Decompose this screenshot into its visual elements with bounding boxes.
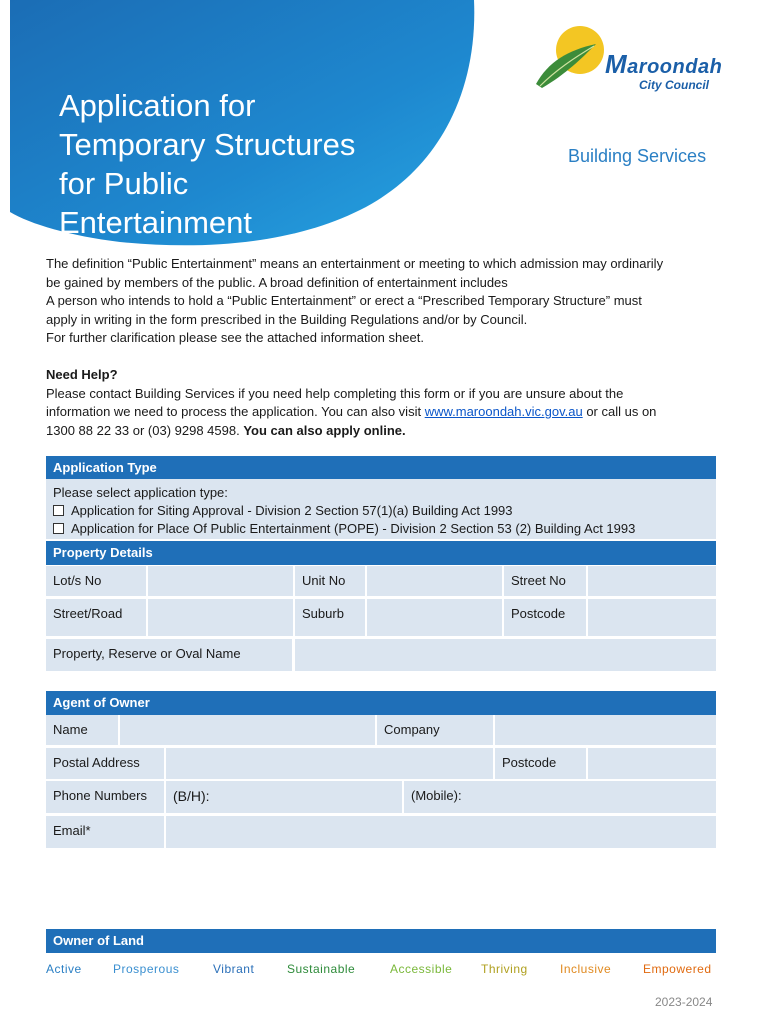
logo-subtitle: City Council	[639, 78, 710, 92]
street-label: Street/Road	[46, 599, 146, 636]
page-title: Application for Temporary Structures for Public Entertainment	[59, 88, 356, 240]
leaf-logo-icon	[528, 22, 608, 102]
agent-name-input[interactable]	[120, 715, 375, 745]
agent-of-owner-header: Agent of Owner	[46, 691, 716, 715]
street-input[interactable]	[148, 599, 293, 636]
help-heading: Need Help?	[46, 367, 118, 382]
council-logo	[528, 22, 738, 102]
email-label: Email*	[46, 816, 164, 848]
reserve-input[interactable]	[295, 639, 716, 671]
option-pope[interactable]: Application for Place Of Public Entertainment (POPE) - Division 2 Section 53 (2) Building Act 1993	[53, 520, 709, 538]
email-input[interactable]	[166, 816, 716, 848]
year-label: 2023-2024	[655, 995, 713, 1009]
department-label: Building Services	[568, 146, 707, 166]
property-postcode-label: Postcode	[504, 599, 586, 636]
suburb-label: Suburb	[295, 599, 365, 636]
unit-label: Unit No	[295, 566, 365, 596]
street-no-input[interactable]	[588, 566, 716, 596]
phone-mobile-input[interactable]: (Mobile):	[404, 781, 716, 813]
suburb-input[interactable]	[367, 599, 502, 636]
lot-label: Lot/s No	[46, 566, 146, 596]
value-accessible: Accessible	[390, 962, 453, 976]
owner-of-land-header: Owner of Land	[46, 929, 716, 953]
agent-postcode-input[interactable]	[588, 748, 716, 779]
option-siting-approval[interactable]: Application for Siting Approval - Division 2 Section 57(1)(a) Building Act 1993	[53, 502, 709, 520]
phone-label: Phone Numbers	[46, 781, 164, 813]
agent-postcode-label: Postcode	[495, 748, 586, 779]
checkbox-pope[interactable]	[53, 523, 64, 534]
value-empowered: Empowered	[643, 962, 712, 976]
company-label: Company	[377, 715, 493, 745]
unit-input[interactable]	[367, 566, 502, 596]
value-prosperous: Prosperous	[113, 962, 180, 976]
application-type-options: Please select application type: Application for Siting Approval - Division 2 Section 57(1)(a) Building Act 1993 Application for Place Of Public Entertainment (POPE) - Division 2 Section 53 (2) Building Act 1993	[46, 479, 716, 539]
value-thriving: Thriving	[481, 962, 528, 976]
phone-bh-input[interactable]: (B/H):	[166, 781, 402, 813]
agent-name-label: Name	[46, 715, 118, 745]
checkbox-siting-approval[interactable]	[53, 505, 64, 516]
application-type-header: Application Type	[46, 456, 716, 480]
property-details-header: Property Details	[46, 541, 716, 565]
value-active: Active	[46, 962, 82, 976]
help-section: Need Help? Please contact Building Services if you need help completing this form or if you are unsure about the information we need to process the application. You can also visit www.maroondah.vic.gov.au or call us on 1300 88 22 33 or (03) 9298 4598. You can also apply online.	[46, 366, 736, 440]
lot-input[interactable]	[148, 566, 293, 596]
street-no-label: Street No	[504, 566, 586, 596]
postal-address-label: Postal Address	[46, 748, 164, 779]
property-postcode-input[interactable]	[588, 599, 716, 636]
reserve-label: Property, Reserve or Oval Name	[46, 639, 292, 671]
value-sustainable: Sustainable	[287, 962, 356, 976]
postal-address-input[interactable]	[166, 748, 493, 779]
value-inclusive: Inclusive	[560, 962, 612, 976]
intro-text: The definition “Public Entertainment” means an entertainment or meeting to which admission may ordinarily be gained by members of the public. A broad definition of entertainment includes A person who intends to hold a “Public Entertainment” or erect a “Prescribed Temporary Structure” must apply in writing in the form prescribed in the Building Regulations and/or by Council. For further clarification please see the attached information sheet.	[46, 256, 664, 345]
logo-wordmark: Maroondah	[605, 49, 723, 79]
company-input[interactable]	[495, 715, 716, 745]
website-link[interactable]: www.maroondah.vic.gov.au	[424, 404, 583, 419]
value-vibrant: Vibrant	[213, 962, 255, 976]
